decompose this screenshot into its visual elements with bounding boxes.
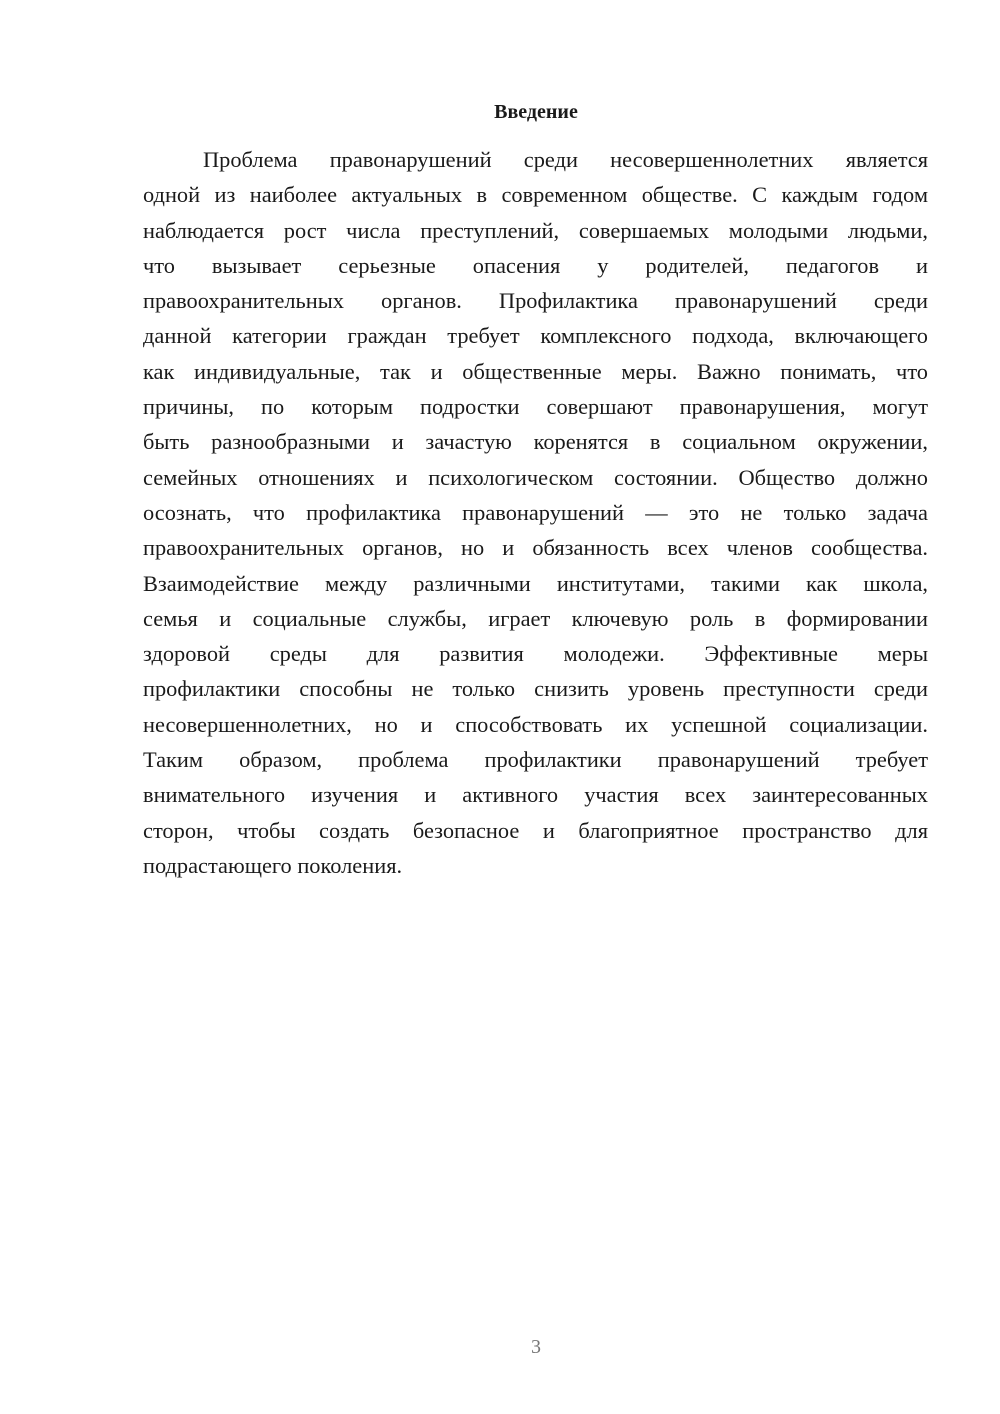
body-paragraph xyxy=(143,142,928,883)
paragraph-line: наблюдается рост числа преступлений, совершаемых молодыми людьми, xyxy=(143,217,928,243)
section-heading: Введение xyxy=(494,101,578,123)
paragraph-line: подрастающего поколения. xyxy=(143,852,403,878)
paragraph-line: семейных отношениях и психологическом состоянии. Общество должно xyxy=(143,464,928,490)
paragraph-line: несовершеннолетних, но и способствовать их успешной социализации. xyxy=(143,711,928,737)
paragraph-line: Взаимодействие между различными институтами, такими как школа, xyxy=(143,570,928,596)
paragraph-line: данной категории граждан требует комплексного подхода, включающего xyxy=(143,323,928,349)
paragraph-line: быть разнообразными и зачастую коренятся в социальном окружении, xyxy=(143,429,928,455)
paragraph-line: причины, по которым подростки совершают правонарушения, могут xyxy=(143,394,928,420)
paragraph-line: Проблема правонарушений среди несовершеннолетних является xyxy=(203,147,928,172)
paragraph-line: Таким образом, проблема профилактики правонарушений требует xyxy=(143,747,928,773)
paragraph-line: сторон, чтобы создать безопасное и благоприятное пространство для xyxy=(143,817,928,843)
paragraph-line: как индивидуальные, так и общественные меры. Важно понимать, что xyxy=(143,358,928,384)
page-number: 3 xyxy=(531,1336,541,1358)
paragraph-line: что вызывает серьезные опасения у родителей, педагогов и xyxy=(143,252,928,278)
paragraph-line: здоровой среды для развития молодежи. Эффективные меры xyxy=(143,641,928,667)
paragraph-line: правоохранительных органов. Профилактика правонарушений среди xyxy=(143,288,928,314)
paragraph-line: осознать, что профилактика правонарушений — это не только задача xyxy=(143,499,928,525)
paragraph-line: внимательного изучения и активного участия всех заинтересованных xyxy=(143,782,928,808)
paragraph-line: одной из наиболее актуальных в современном обществе. С каждым годом xyxy=(143,182,928,208)
paragraph-line: правоохранительных органов, но и обязанность всех членов сообщества. xyxy=(143,535,928,561)
paragraph-line: семья и социальные службы, играет ключевую роль в формировании xyxy=(143,605,928,631)
paragraph-line: профилактики способны не только снизить уровень преступности среди xyxy=(143,676,928,702)
